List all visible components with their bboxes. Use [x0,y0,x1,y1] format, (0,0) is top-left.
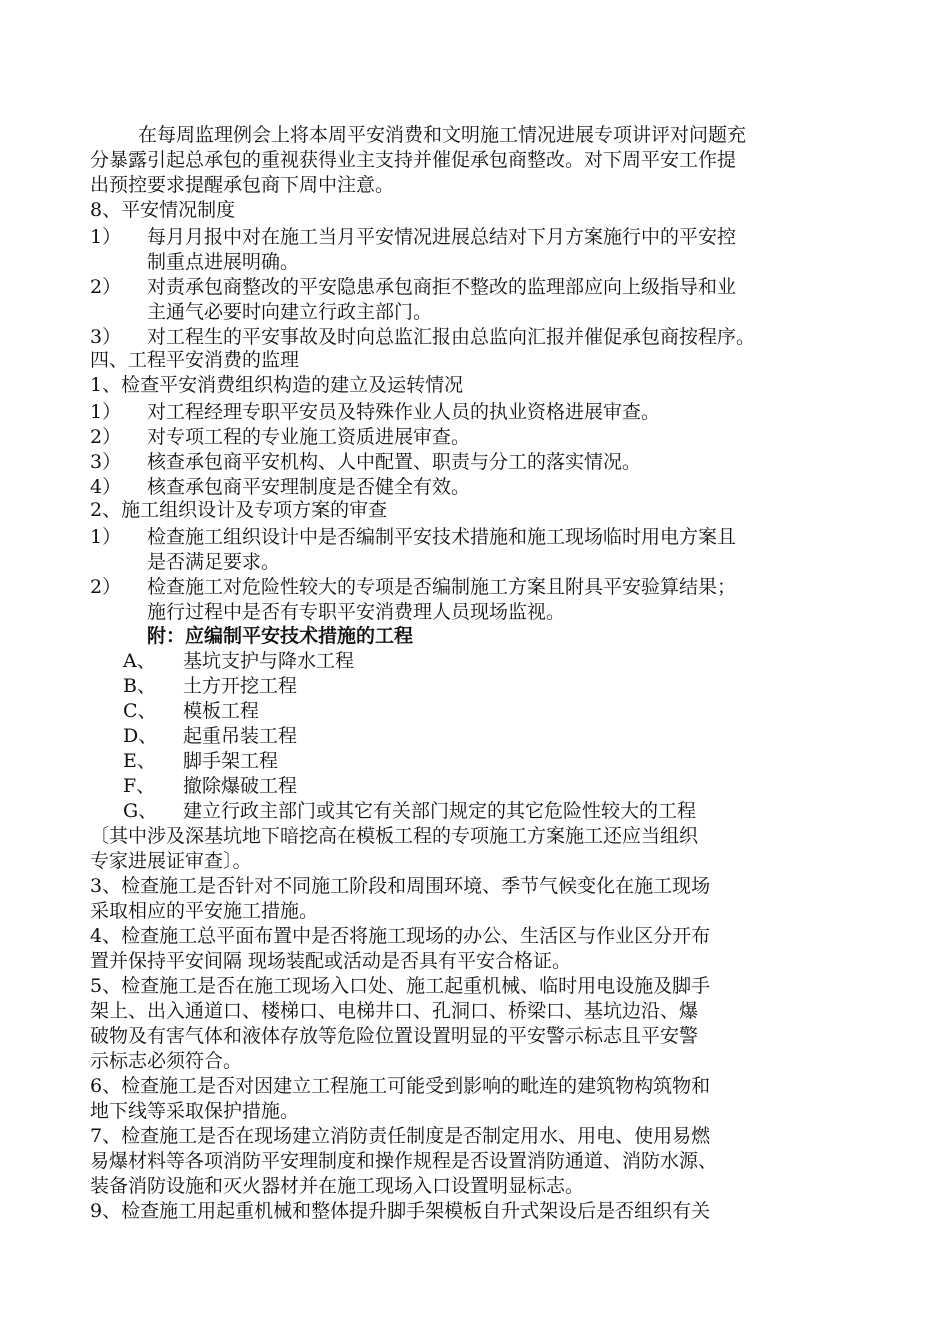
item-text: 对工程经理专职平安员及特殊作业人员的执业资格进展审查。 [147,401,661,423]
intro-line: 出预控要求提醒承包商下周中注意。 [90,174,395,196]
item-number: 4） [90,476,122,498]
note-line: 专家进展证审查〕。 [90,850,252,872]
item-text: 核查承包商平安机构、人中配置、职责与分工的落实情况。 [147,451,642,473]
appendix-letter: F、 [123,775,156,797]
paragraph-line: 5、检查施工是否在施工现场入口处、施工起重机械、临时用电设施及脚手 [90,975,711,997]
appendix-letter: E、 [123,750,156,772]
note-line: 〔其中涉及深基坑地下暗挖高在模板工程的专项施工方案施工还应当组织 [90,825,699,847]
paragraph-line: 破物及有害气体和液体存放等危险位置设置明显的平安警示标志且平安警 [90,1025,699,1047]
paragraph-line: 易爆材料等各项消防平安理制度和操作规程是否设置消防通道、消防水源、 [90,1150,718,1172]
intro-line: 在每周监理例会上将本周平安消费和文明施工情况进展专项讲评对问题充 [138,124,747,146]
item-number: 3） [90,326,122,348]
appendix-title: 附：应编制平安技术措施的工程 [147,625,414,647]
section-heading: 1、检查平安消费组织构造的建立及运转情况 [90,374,464,396]
item-number: 3） [90,451,122,473]
appendix-letter: G、 [123,800,158,822]
paragraph-line: 地下线等采取保护措施。 [90,1100,300,1122]
item-text: 每月月报中对在施工当月平安情况进展总结对下月方案施行中的平安控 [147,226,737,248]
item-text: 是否满足要求。 [147,551,281,573]
appendix-item: 建立行政主部门或其它有关部门规定的其它危险性较大的工程 [183,800,697,822]
item-text: 核查承包商平安理制度是否健全有效。 [147,476,471,498]
paragraph-line: 示标志必须符合。 [90,1050,243,1072]
item-number: 2） [90,576,122,598]
appendix-item: 基坑支护与降水工程 [183,650,355,672]
appendix-item: 撤除爆破工程 [183,775,298,797]
paragraph-line: 9、检查施工用起重机械和整体提升脚手架模板自升式架设后是否组织有关 [90,1200,711,1222]
item-text: 对专项工程的专业施工资质进展审查。 [147,426,471,448]
paragraph-line: 6、检查施工是否对因建立工程施工可能受到影响的毗连的建筑物构筑物和 [90,1075,711,1097]
appendix-item: 脚手架工程 [183,750,279,772]
appendix-item: 模板工程 [183,700,260,722]
paragraph-line: 置并保持平安间隔 现场装配或活动是否具有平安合格证。 [90,950,572,972]
section-heading: 8、平安情况制度 [90,199,236,221]
appendix-item: 土方开挖工程 [183,675,298,697]
item-number: 1） [90,226,122,248]
appendix-letter: B、 [123,675,156,697]
paragraph-line: 采取相应的平安施工措施。 [90,900,319,922]
paragraph-line: 架上、出入通道口、楼梯口、电梯井口、孔洞口、桥梁口、基坑边沿、爆 [90,1000,699,1022]
item-text: 主通气必要时向建立行政主部门。 [147,301,433,323]
appendix-item: 起重吊装工程 [183,725,298,747]
part-heading: 四、工程平安消费的监理 [90,349,300,371]
item-text: 施行过程中是否有专职平安消费理人员现场监视。 [147,601,566,623]
intro-line: 分暴露引起总承包的重视获得业主支持并催促承包商整改。对下周平安工作提 [90,149,737,171]
item-text: 对责承包商整改的平安隐患承包商拒不整改的监理部应向上级指导和业 [147,276,737,298]
item-number: 1） [90,401,122,423]
item-number: 2） [90,276,122,298]
item-number: 1） [90,526,122,548]
item-text: 对工程生的平安事故及时向总监汇报由总监向汇报并催促承包商按程序。 [147,326,756,348]
appendix-letter: A、 [123,650,156,672]
item-text: 检查施工组织设计中是否编制平安技术措施和施工现场临时用电方案且 [147,526,737,548]
appendix-letter: D、 [123,725,158,747]
item-text: 制重点进展明确。 [147,251,300,273]
appendix-letter: C、 [123,700,157,722]
paragraph-line: 4、检查施工总平面布置中是否将施工现场的办公、生活区与作业区分开布 [90,925,711,947]
item-text: 检查施工对危险性较大的专项是否编制施工方案且附具平安验算结果； [147,576,737,598]
paragraph-line: 装备消防设施和灭火器材并在施工现场入口设置明显标志。 [90,1175,585,1197]
paragraph-line: 7、检查施工是否在现场建立消防责任制度是否制定用水、用电、使用易燃 [90,1125,711,1147]
section-heading: 2、施工组织设计及专项方案的审查 [90,499,388,521]
paragraph-line: 3、检查施工是否针对不同施工阶段和周围环境、季节气候变化在施工现场 [90,875,711,897]
item-number: 2） [90,426,122,448]
